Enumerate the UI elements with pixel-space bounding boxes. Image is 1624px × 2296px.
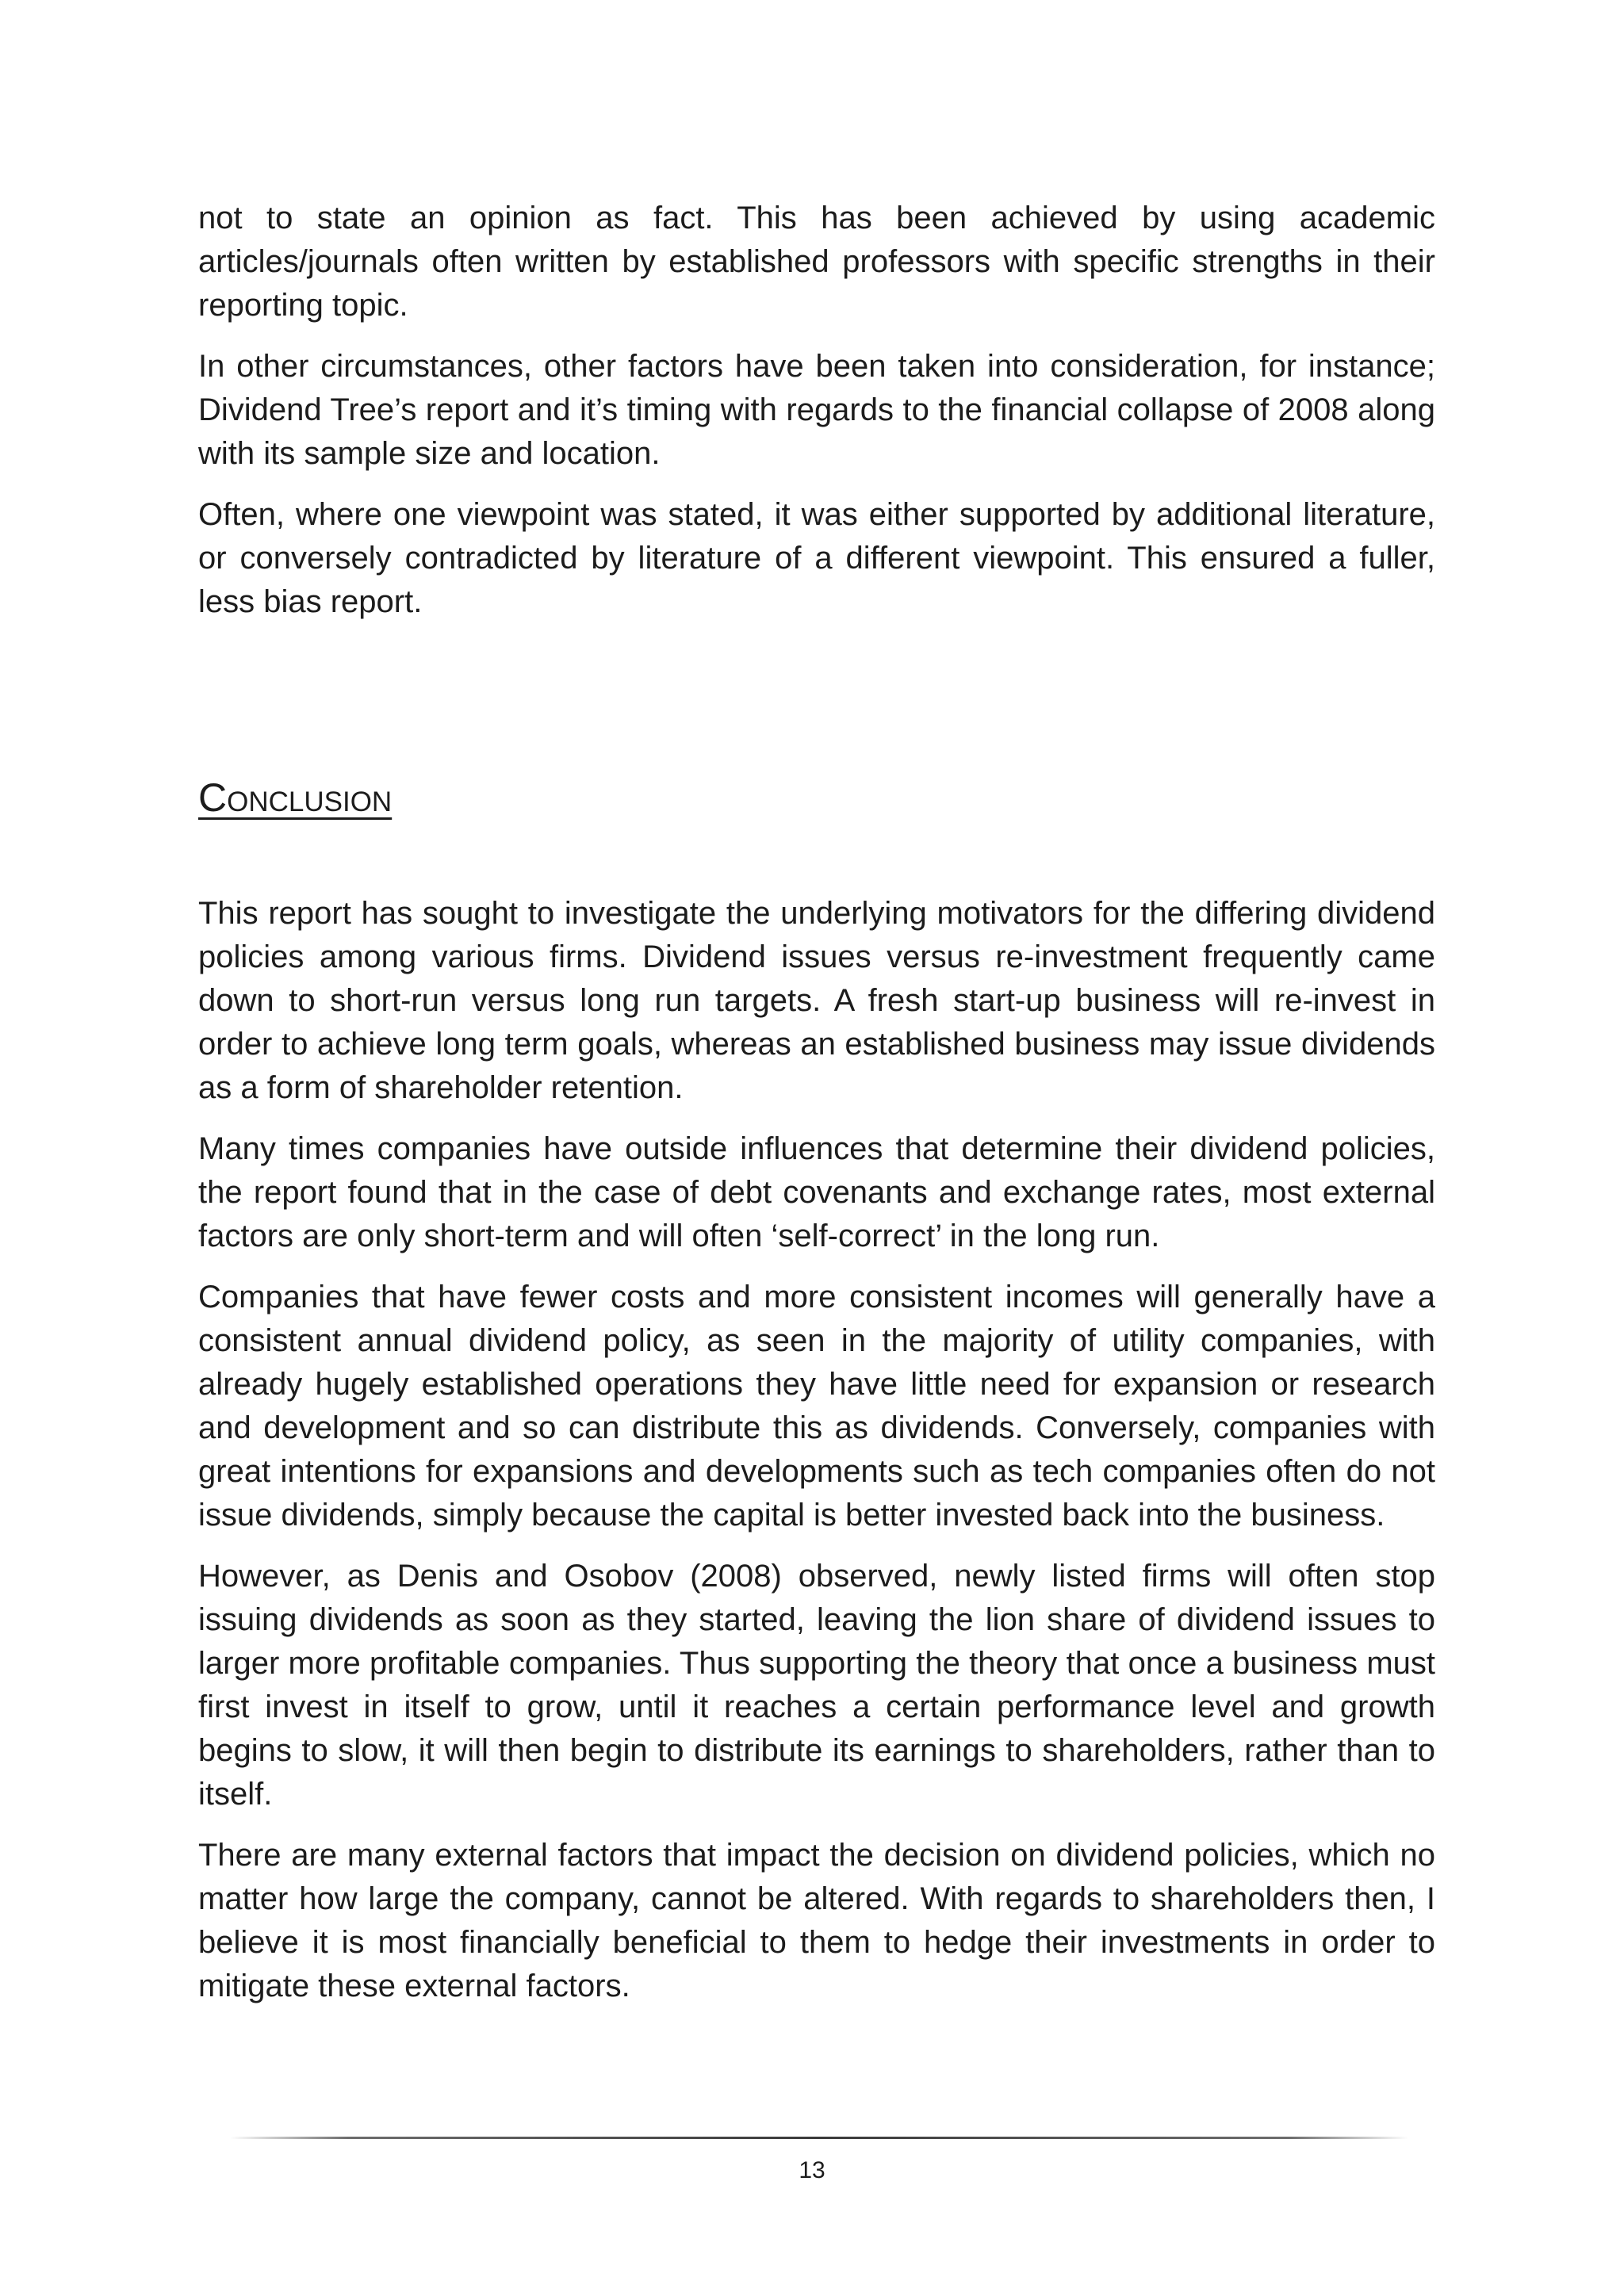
page-number: 13 — [799, 2157, 825, 2183]
conclusion-paragraph-4: However, as Denis and Osobov (2008) observed, newly listed firms will often stop issuing dividends as soon as they started, leaving the lion share of dividend issues to larger more profitable companies. Thus supporting the theory that once a business must first invest in itself to grow, until it reaches a certain performance level and growth begins to slow, it will then begin to distribute its earnings to shareholders, rather than to itself. — [198, 1559, 1435, 1812]
intro-section — [198, 197, 1435, 641]
intro-paragraph-1: not to state an opinion as fact. This has been achieved by using academic articles/journals often written by established professors with specific strengths in their reporting topic. — [198, 201, 1435, 323]
footer-divider — [230, 2137, 1408, 2139]
conclusion-paragraph-5: There are many external factors that impact the decision on dividend policies, which no matter how large the company, cannot be altered. With regards to shareholders then, I believe it is most financially beneficial to them to hedge their investments in order to mitigate these external factors. — [198, 1838, 1435, 2003]
conclusion-paragraph-1: This report has sought to investigate the underlying motivators for the differing dividend policies among various firms. Dividend issues versus re-investment frequently came down to short-run versus long run targets. A fresh start-up business will re-invest in order to achieve long term goals, whereas an established business may issue dividends as a form of shareholder retention. — [198, 896, 1435, 1105]
intro-paragraph-3: Often, where one viewpoint was stated, it was either supported by additional literature, or conversely contradicted by literature of a different viewpoint. This ensured a fuller, less bias report. — [198, 497, 1435, 619]
intro-paragraph-2: In other circumstances, other factors have been taken into consideration, for instance; Dividend Tree’s report and it’s timing with regards to the financial collapse of 2008 along with its sample size and location. — [198, 349, 1435, 471]
conclusion-paragraph-3: Companies that have fewer costs and more consistent incomes will generally have a consistent annual dividend policy, as seen in the majority of utility companies, with already hugely established operations they have little need for expansion or research and development and so can distribute this as dividends. Conversely, companies with great intentions for expansions and developments such as tech companies often do not issue dividends, simply because the capital is better invested back into the business. — [198, 1280, 1435, 1533]
conclusion-paragraph-2: Many times companies have outside influences that determine their dividend policies, the report found that in the case of debt covenants and exchange rates, most external factors are only short-term and will often ‘self-correct’ in the long run. — [198, 1131, 1435, 1253]
conclusion-section — [198, 892, 1435, 2026]
conclusion-heading: Conclusion — [198, 775, 393, 820]
